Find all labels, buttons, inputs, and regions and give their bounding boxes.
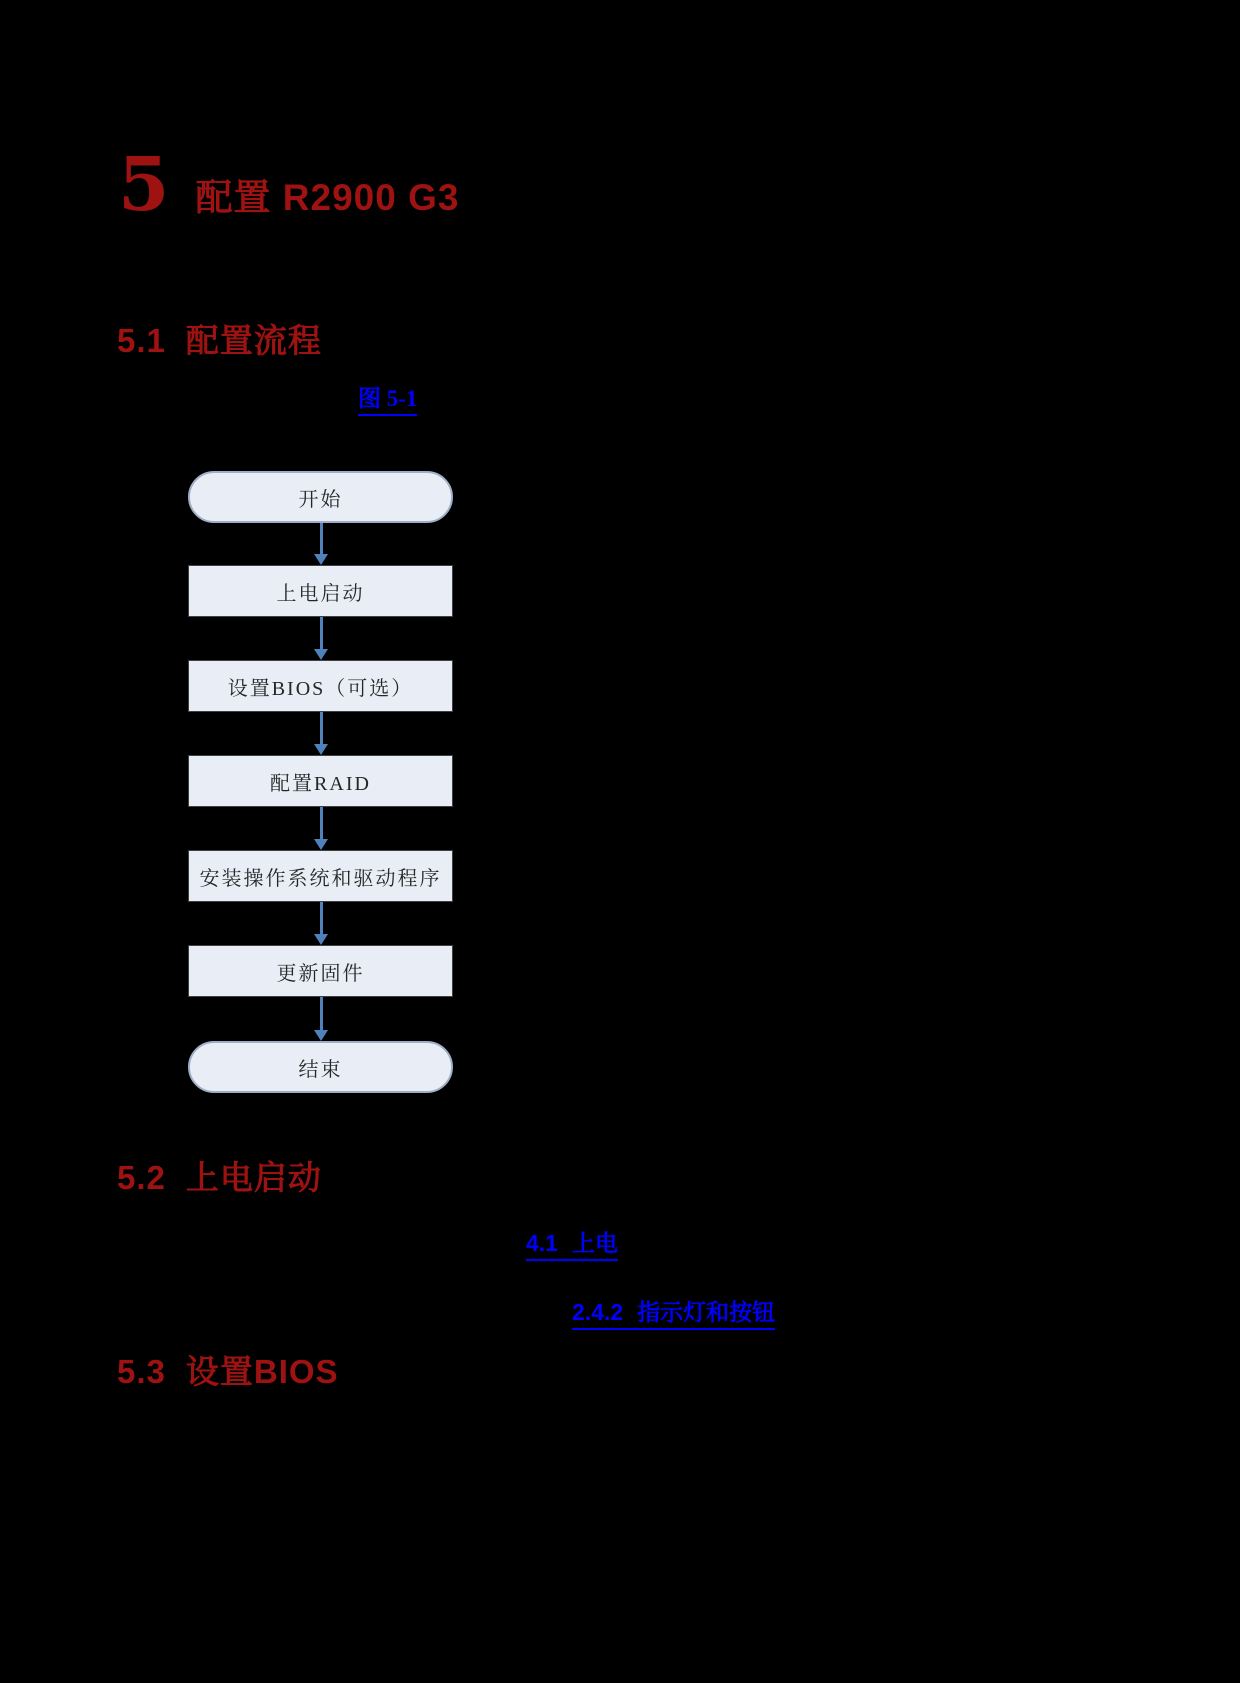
section-title: 设置BIOS <box>185 1353 339 1390</box>
link-label: 指示灯和按钮 <box>637 1299 776 1325</box>
flow-node-label: 配置RAID <box>270 772 371 795</box>
section-title: 配置流程 <box>185 322 322 359</box>
section-4-1-link[interactable] <box>526 1230 618 1261</box>
section-heading-5-2 <box>117 1159 322 1197</box>
flow-node-raid <box>188 755 453 807</box>
section-heading-5-3 <box>117 1353 339 1391</box>
flow-node-start <box>188 471 453 523</box>
figure-5-1-link[interactable] <box>358 385 417 416</box>
flow-node-label: 结束 <box>298 1058 343 1081</box>
flow-node-bios <box>188 660 453 712</box>
flow-arrow-down-icon <box>314 523 329 565</box>
section-number: 5.2 <box>117 1159 166 1196</box>
section-2-4-2-link[interactable] <box>572 1299 775 1330</box>
flow-node-label: 上电启动 <box>276 582 365 605</box>
section-number: 5.1 <box>117 322 166 359</box>
figure-link-label: 图 5-1 <box>358 386 418 411</box>
flow-node-label: 设置BIOS（可选） <box>227 677 414 700</box>
chapter-heading <box>118 142 460 228</box>
flow-arrow-down-icon <box>314 617 329 660</box>
flow-node-power-on <box>188 565 453 617</box>
chapter-number: 5 <box>118 142 170 228</box>
flow-arrow-down-icon <box>314 807 329 850</box>
flow-arrow-down-icon <box>314 997 329 1041</box>
flow-arrow-down-icon <box>314 902 329 945</box>
flow-node-end <box>188 1041 453 1093</box>
section-title: 上电启动 <box>185 1159 322 1196</box>
link-number: 2.4.2 <box>572 1299 624 1325</box>
section-number: 5.3 <box>117 1353 166 1390</box>
chapter-title: 配置 R2900 G3 <box>195 177 460 218</box>
flow-arrow-down-icon <box>314 712 329 755</box>
link-number: 4.1 <box>526 1230 558 1256</box>
flow-node-label: 开始 <box>298 488 343 511</box>
flow-node-firmware <box>188 945 453 997</box>
flow-node-label: 安装操作系统和驱动程序 <box>199 867 442 890</box>
section-heading-5-1 <box>117 322 322 360</box>
flow-node-os-driver <box>188 850 453 902</box>
flow-node-label: 更新固件 <box>276 962 365 985</box>
link-label: 上电 <box>571 1230 618 1256</box>
